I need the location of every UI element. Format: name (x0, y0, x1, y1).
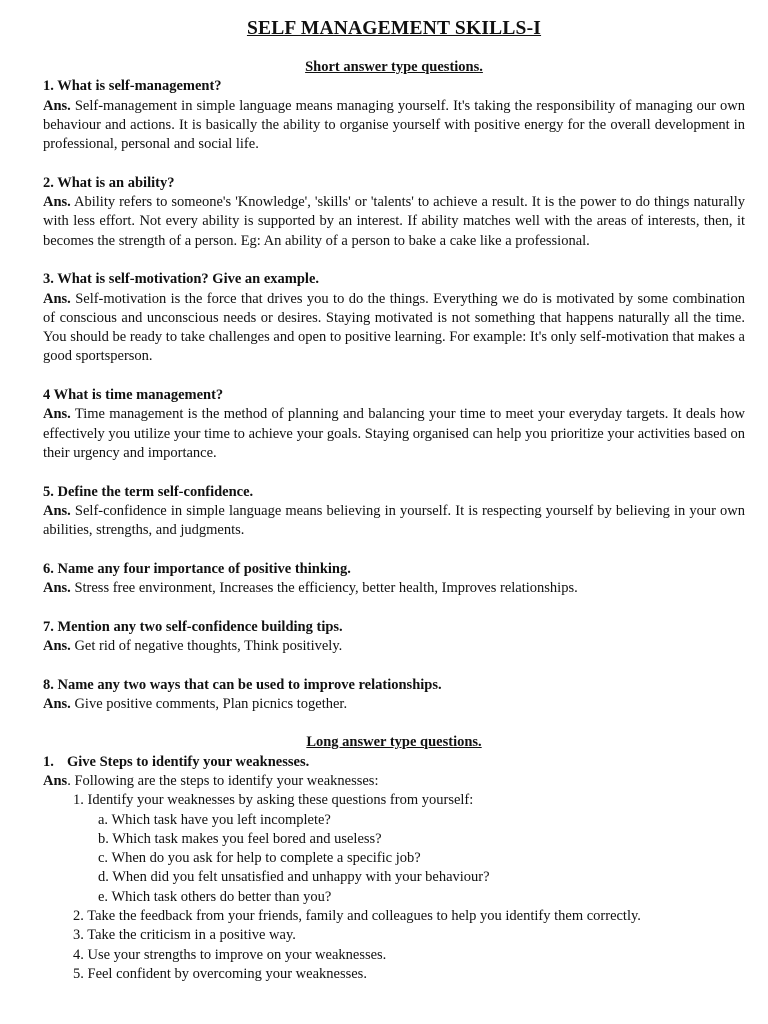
sub-step-letter: c. (98, 850, 109, 867)
qa-item (43, 618, 745, 657)
answer-text: Self-management in simple language means managing yourself. It's taking the responsibility of managing our own behaviour and actions. It is basically the ability to organise yourself with positive energy for the overall development in professional, personal and social life. (43, 97, 745, 153)
ans-label: Ans. (43, 502, 71, 519)
question: 3. What is self-motivation? Give an example. (43, 271, 320, 288)
answer (43, 405, 745, 463)
qa-item (43, 560, 745, 599)
sub-step-item (73, 830, 745, 849)
step-item (43, 965, 745, 984)
step-item (43, 946, 745, 965)
sub-step-text: When do you ask for help to complete a specific job? (111, 850, 421, 867)
long-question-text: Give Steps to identify your weaknesses. (67, 753, 310, 770)
answer-text: Give positive comments, Plan picnics together. (74, 695, 348, 712)
short-answer-heading: Short answer type questions. (305, 59, 483, 75)
step-text: Take the criticism in a positive way. (87, 927, 296, 944)
sub-step-text: Which task makes you feel bored and useless? (112, 830, 382, 847)
question: 8. Name any two ways that can be used to improve relationships. (43, 676, 442, 693)
answer-text: Self-motivation is the force that drives you to do the things. Everything we do is motivated by some combination of conscious and unconscious needs or desires. Staying motivated is not something that happens naturally all the time. You should be ready to take challenges and open to positive learning. For example: It's only self-motivation that makes a good sportsperson. (43, 290, 745, 365)
sub-step-item (73, 868, 745, 887)
sub-step-item (73, 888, 745, 907)
sub-step-letter: e. (98, 888, 109, 905)
ans-label: Ans. (43, 194, 71, 211)
step-item (43, 907, 745, 926)
step-number: 5. (73, 965, 84, 982)
qa-item (43, 483, 745, 541)
sub-steps-list (73, 811, 745, 907)
steps-list (43, 791, 745, 984)
qa-item (43, 386, 745, 463)
step-number: 1. (73, 792, 84, 809)
step-text: Feel confident by overcoming your weaknesses. (87, 965, 367, 982)
sub-step-letter: a. (98, 811, 109, 828)
step-text: Identify your weaknesses by asking these questions from yourself: (87, 792, 474, 809)
step-text: Use your strengths to improve on your weaknesses. (87, 946, 387, 963)
long-question (43, 753, 745, 772)
sub-step-letter: b. (98, 830, 109, 847)
ans-label: Ans. (43, 637, 71, 654)
short-qa-list (43, 77, 745, 714)
answer-text: Stress free environment, Increases the efficiency, better health, Improves relationships. (74, 580, 578, 597)
answer (43, 97, 745, 155)
step-item (43, 791, 745, 907)
long-question-number: 1. (43, 753, 54, 770)
sub-step-letter: d. (98, 869, 109, 886)
answer-text: Ability refers to someone's 'Knowledge', 'skills' or 'talents' to achieve a result. It is the power to do things naturally with less effort. Not every ability is supported by an interest. If ability matches well with the areas of interests, then, it becomes the strength of a person. Eg: An ability of a person to bake a cake like a professional. (43, 194, 745, 249)
long-qa-item (43, 753, 745, 985)
sub-step-item (73, 811, 745, 830)
answer (43, 695, 745, 714)
qa-item (43, 77, 745, 154)
qa-item (43, 270, 745, 366)
step-number: 4. (73, 946, 84, 963)
ans-label: Ans. (43, 406, 71, 423)
ans-label: Ans. (43, 290, 71, 307)
long-answer-intro (43, 772, 745, 791)
answer (43, 637, 745, 656)
question: 6. Name any four importance of positive thinking. (43, 560, 351, 577)
answer (43, 502, 745, 541)
ans-label: Ans. (43, 580, 71, 597)
sub-step-text: Which task have you left incomplete? (111, 811, 331, 828)
step-item (43, 926, 745, 945)
question: 7. Mention any two self-confidence building tips. (43, 618, 343, 635)
sub-step-item (73, 849, 745, 868)
qa-item (43, 676, 745, 715)
step-text: Take the feedback from your friends, family and colleagues to help you identify them correctly. (87, 908, 641, 925)
answer-text: Self-confidence in simple language means believing in yourself. It is respecting yourself by believing in your own abilities, strengths, and judgments. (43, 502, 745, 539)
answer (43, 579, 745, 598)
question: 5. Define the term self-confidence. (43, 483, 254, 500)
answer-text: Time management is the method of planning and balancing your time to meet your everyday targets. It deals how effectively you utilize your time to achieve your goals. Staying organised can help you prioritize your activities based on their urgency and importance. (43, 406, 745, 461)
qa-item (43, 174, 745, 251)
step-number: 3. (73, 927, 84, 944)
answer (43, 193, 745, 251)
sub-step-text: Which task others do better than you? (111, 888, 332, 905)
long-answer-heading: Long answer type questions. (306, 734, 482, 751)
answer (43, 290, 745, 367)
ans-label: Ans (43, 772, 68, 789)
step-number: 2. (73, 908, 84, 925)
question: 4 What is time management? (43, 387, 224, 404)
answer-text: Get rid of negative thoughts, Think positively. (74, 637, 343, 654)
question: 1. What is self-management? (43, 78, 222, 95)
answer-text: . Following are the steps to identify your weaknesses: (67, 772, 379, 789)
document-title: SELF MANAGEMENT SKILLS-I (246, 18, 542, 39)
question: 2. What is an ability? (43, 174, 175, 191)
ans-label: Ans. (43, 695, 71, 712)
ans-label: Ans. (43, 97, 71, 114)
sub-step-text: When did you felt unsatisfied and unhappy with your behaviour? (112, 869, 490, 886)
